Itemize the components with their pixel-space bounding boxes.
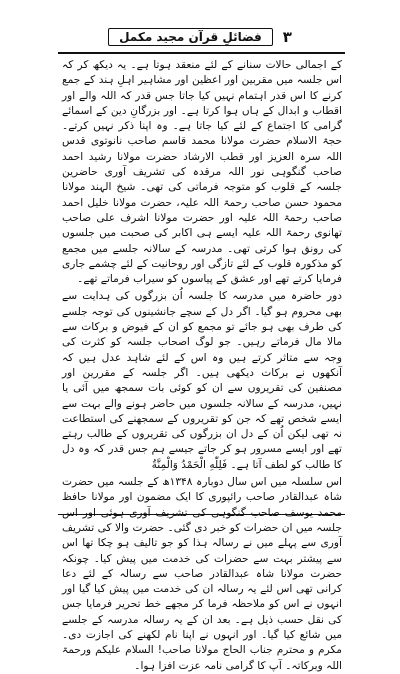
page-number: ۳ <box>282 28 292 46</box>
paragraph-1: کے اجمالی حالات سنانے کے لئے منعقد ہوتا ہے۔ یہ دیکھ کر کہ اس جلسہ میں مقربین اور اعظین اور مشاہیر اہلِ ہند کے جمع کرنے کا اس قدر اہتمام نہیں کیا جاتا جس قدر کہ اللہ والے اور اقطاب و ابدال کے ہاں ہوا کرتا ہے۔ اور بزرگانِ دین کے اسمائے گرامی کا اجتماع کے لئے کیا جاتا ہے۔ وہ اپنا ذکر نہیں کرتے۔ حجۃ الاسلام حضرت مولانا محمد قاسم صاحب نانوتوی قدس اللہ سرہ العزیز اور قطب الارشاد حضرت مولانا رشید احمد صاحب گنگوہی نور اللہ مرقدہ کی تشریف آوری حاضرین جلسہ کے قلوب کو متوجہ فرماتی کی تھی۔ شیخ الہند مولانا محمود حسن صاحب رحمۃ اللہ علیہ، حضرت مولانا خلیل احمد صاحب رحمۃ اللہ علیہ اور حضرت مولانا اشرف علی صاحب تھانوی رحمۃ اللہ علیہ ایسے ہی اکابر کی صحبت میں جلسوں کی رونق ہوا کرتی تھی۔ مدرسہ کے سالانہ جلسے میں مجمع کو مذکورہ قلوب کے لئے تازگی اور روحانیت کے لئے چشمے جاری فرمایا کرتے تھے اور عشق کے پیاسوں کو سیراب فرماتے تھے۔ <box>62 59 342 286</box>
paragraph-2: دور حاضرہ میں مدرسہ کا جلسہ اُن بزرگوں کی ہدایت سے بھی محروم ہو گیا۔ اگر دل کے سچے جانشینوں کی توجہ جلسے کی طرف بھی ہو جائے تو مجمع کو ان کے فیوض و برکات سے مالا مال فرماتے رہیں۔ جو لوگ اصحاب جلسہ کو کثرت کی وجہ سے متاثر کرتے ہیں وہ اس کے لئے شاہد عدل ہیں کہ آنکھوں نے برکات دیکھی ہیں۔ اگر جلسہ کے مقررین اور مصنفین کی تقریروں سے ان کو کوئی بات سمجھ میں آئی یا نہیں، مدرسہ کے سالانہ جلسوں میں حاضر ہونے والے بہت سے ایسے شخص تھے کہ جن کو تقریروں کے سمجھنے کی استطاعت نہ تھی لیکن اُن کے دل ان بزرگوں کی تقریروں کے طالب رہتے تھے اور ایسے مسرور ہو کر جاتے جیسے ہم جس قدر کہ وہ دل کا طالب کو لطف آتا ہے۔ فَلِلّٰهِ الْحَمْدُ وَالْمِنَّةُ <box>62 290 342 471</box>
running-title: فضائلِ قرآن مجید مکمل <box>108 28 273 46</box>
page-header <box>60 26 340 48</box>
paragraph-3: اس سلسلہ میں اس سال دوبارہ ۱۳۴۸ھ کے جلسہ میں حضرت شاہ عبدالقادر صاحب رائپوری کا ایک مضمون اور مولانا حافظ محمد یوسف صاحب گنگوہی کی تشریف آوری ہوئی اور اس جلسہ میں ان حضرات کو خبر دی گئی۔ حضرت والا کی تشریف آوری سے پہلے میں نے رسالہ ہذا کو جو تالیف ہو چکا تھا اس سے پیشتر بہت سے حضرات کی خدمت میں پیش کیا۔ چونکہ حضرت مولانا شاہ عبدالقادر صاحب سے رسالہ کے لئے دعا کرانی تھی اس لئے یہ رسالہ ان کی خدمت میں پیش کیا گیا اور انہوں نے اس کو ملاحظہ فرما کر مجھے خط تحریر فرمایا جس کی نقل حسب ذیل ہے۔ بعد ان کے یہ رسالہ مدرسہ کے جلسے میں شائع کیا گیا۔ اور انہوں نے اپنا نام لکھنے کی اجازت دی۔ مکرم و محترم جناب الحاج مولانا صاحب! السلام علیکم ورحمۃ اللہ وبرکاتہ۔ آپ کا گرامی نامہ عزت افزا ہوا۔ <box>62 476 342 672</box>
body-text <box>62 58 342 672</box>
